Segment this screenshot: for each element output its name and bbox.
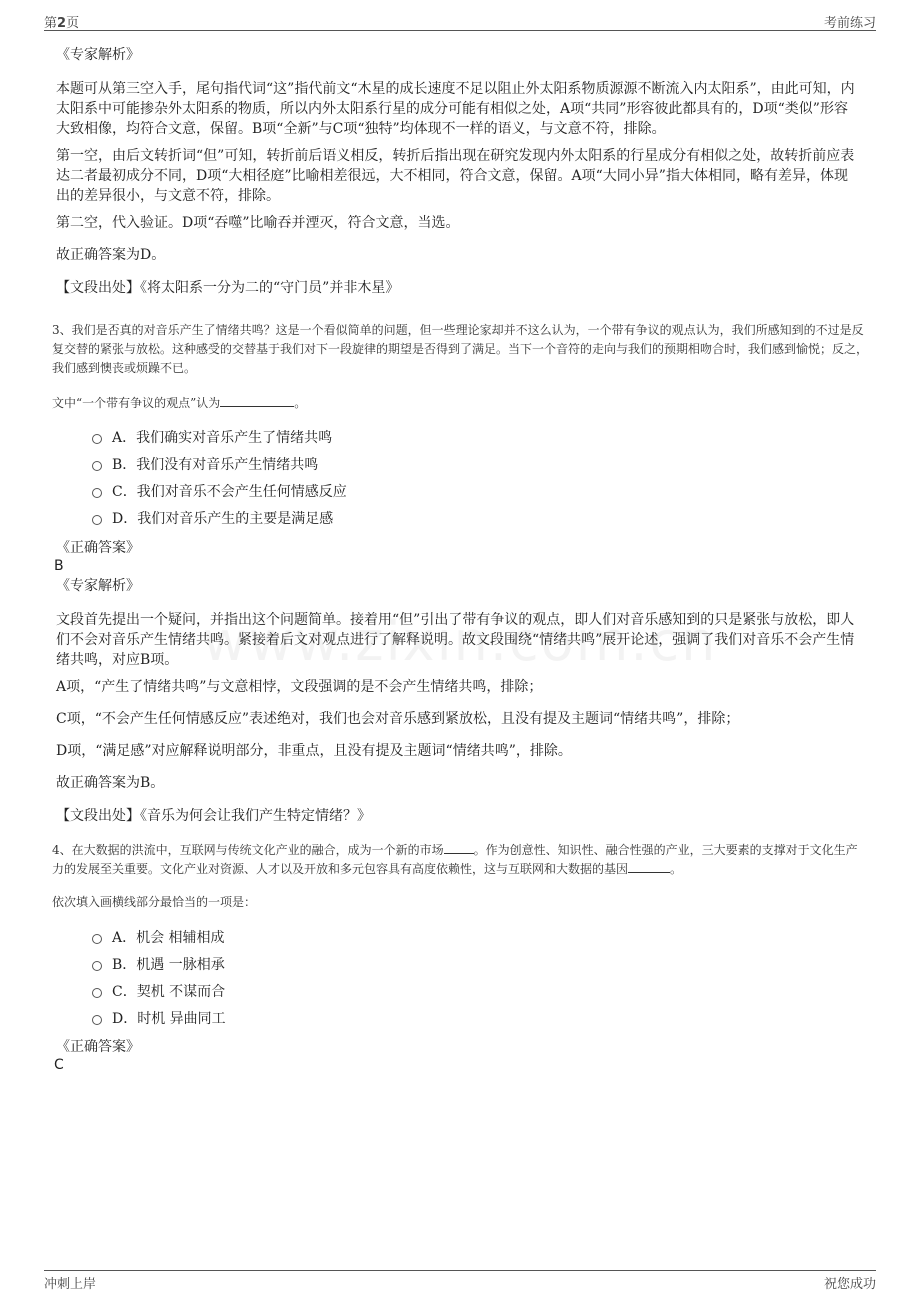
radio-icon[interactable]	[92, 461, 102, 471]
q3-option-b[interactable]: B．我们没有对音乐产生情绪共鸣	[92, 454, 318, 474]
q3-analysis-p2: A项，“产生了情绪共鸣”与文意相悖，文段强调的是不会产生情绪共鸣，排除；	[56, 679, 543, 695]
footer-left: 冲刺上岸	[44, 1277, 97, 1292]
page-number: 第2页	[44, 16, 80, 31]
q4-blank-2	[628, 872, 670, 873]
q4-answer: C	[54, 1057, 64, 1073]
q4-question-text: 4、在大数据的洪流中，互联网与传统文化产业的融合，成为一个新的市场 。作为创意性、知识性、融合性强的产业，三大要素的支撑对于文化生产力的发展至关重要。文化产业对资源、人才以及开放和多元包容具有高度依赖性，这与互联网和大数据的基因 。	[52, 843, 858, 876]
q3-answer-line: 故正确答案为B。	[56, 775, 165, 791]
q2-analysis-p2: 第一空，由后文转折词“但”可知，转折前后语义相反，转折后指出现在研究发现内外太阳系的行星成分有相似之处，故转折前应表达二者最初成分不同，D项“大相径庭”比喻相差很远，大不相同，符合文意，保留。A项“大同小异”指大体相同，略有差异，体现出的差异很小，与文意不符，排除。	[56, 148, 855, 204]
header-title: 考前练习	[823, 16, 876, 31]
q3-blank	[220, 406, 294, 407]
page-footer	[44, 1270, 876, 1291]
q4-option-a[interactable]: A．机会 相辅相成	[92, 927, 225, 947]
q2-answer-line: 故正确答案为D。	[56, 247, 166, 263]
q2-source: 【文段出处】《将太阳系一分为二的“守门员”并非木星》	[56, 280, 400, 296]
footer-right: 祝您成功	[823, 1277, 876, 1292]
radio-icon[interactable]	[92, 488, 102, 498]
radio-icon[interactable]	[92, 1015, 102, 1025]
q2-analysis-p1: 本题可从第三空入手，尾句指代词“这”指代前文“木星的成长速度不足以阻止外太阳系物质源源不断流入内太阳系”，由此可知，内太阳系中可能掺杂外太阳系的物质，所以内外太阳系行星的成分可能有相似之处，A项“共同”形容彼此都具有的，D项“类似”形容大致相像，均符合文意，保留。B项“全新”与C项“独特”均体现不一样的语义，与文意不符，排除。	[56, 81, 855, 137]
q3-answer: B	[54, 558, 64, 574]
q3-option-d[interactable]: D．我们对音乐产生的主要是满足感	[92, 508, 333, 528]
q3-question-text: 3、我们是否真的对音乐产生了情绪共鸣？这是一个看似简单的问题，但一些理论家却并不这么认为，一个带有争议的观点认为，我们所感知到的不过是反复交替的紧张与放松。这种感受的交替基于我们对下一段旋律的期望是否得到了满足。当下一个音符的走向与我们的预期相吻合时，我们感到愉悦；反之，我们感到懊丧或烦躁不已。	[52, 323, 869, 375]
radio-icon[interactable]	[92, 988, 102, 998]
q3-expert-label: 《专家解析》	[56, 578, 140, 594]
radio-icon[interactable]	[92, 961, 102, 971]
q3-option-a[interactable]: A．我们确实对音乐产生了情绪共鸣	[92, 427, 332, 447]
radio-icon[interactable]	[92, 934, 102, 944]
q4-option-c[interactable]: C．契机 不谋而合	[92, 981, 225, 1001]
q3-source: 【文段出处】《音乐为何会让我们产生特定情绪？》	[56, 808, 371, 824]
q4-stem: 依次填入画横线部分最恰当的一项是：	[52, 895, 257, 909]
q4-option-b[interactable]: B．机遇 一脉相承	[92, 954, 225, 974]
page-header	[44, 12, 876, 31]
q3-answer-label: 《正确答案》	[56, 540, 140, 556]
q3-analysis-p1: 文段首先提出一个疑问，并指出这个问题简单。接着用“但”引出了带有争议的观点，即人们对音乐感知到的只是紧张与放松，即人们不会对音乐产生情绪共鸣。紧接着后文对观点进行了解释说明。故文段围绕“情绪共鸣”展开论述，强调了我们对音乐不会产生情绪共鸣，对应B项。	[56, 612, 855, 668]
radio-icon[interactable]	[92, 434, 102, 444]
q3-stem: 文中“一个带有争议的观点”认为 。	[52, 396, 307, 410]
q4-option-d[interactable]: D．时机 异曲同工	[92, 1008, 226, 1028]
q2-expert-label: 《专家解析》	[56, 47, 140, 63]
q3-analysis-p3: C项，“不会产生任何情感反应”表述绝对，我们也会对音乐感到紧放松，且没有提及主题词“情绪共鸣”，排除；	[56, 711, 740, 727]
q4-blank-1	[444, 853, 474, 854]
q3-option-c[interactable]: C．我们对音乐不会产生任何情感反应	[92, 481, 347, 501]
q3-analysis-p4: D项，“满足感”对应解释说明部分，非重点，且没有提及主题词“情绪共鸣”，排除。	[56, 743, 572, 759]
q4-answer-label: 《正确答案》	[56, 1039, 140, 1055]
q2-analysis-p3: 第二空，代入验证。D项“吞噬”比喻吞并湮灭，符合文意，当选。	[56, 215, 460, 231]
radio-icon[interactable]	[92, 515, 102, 525]
